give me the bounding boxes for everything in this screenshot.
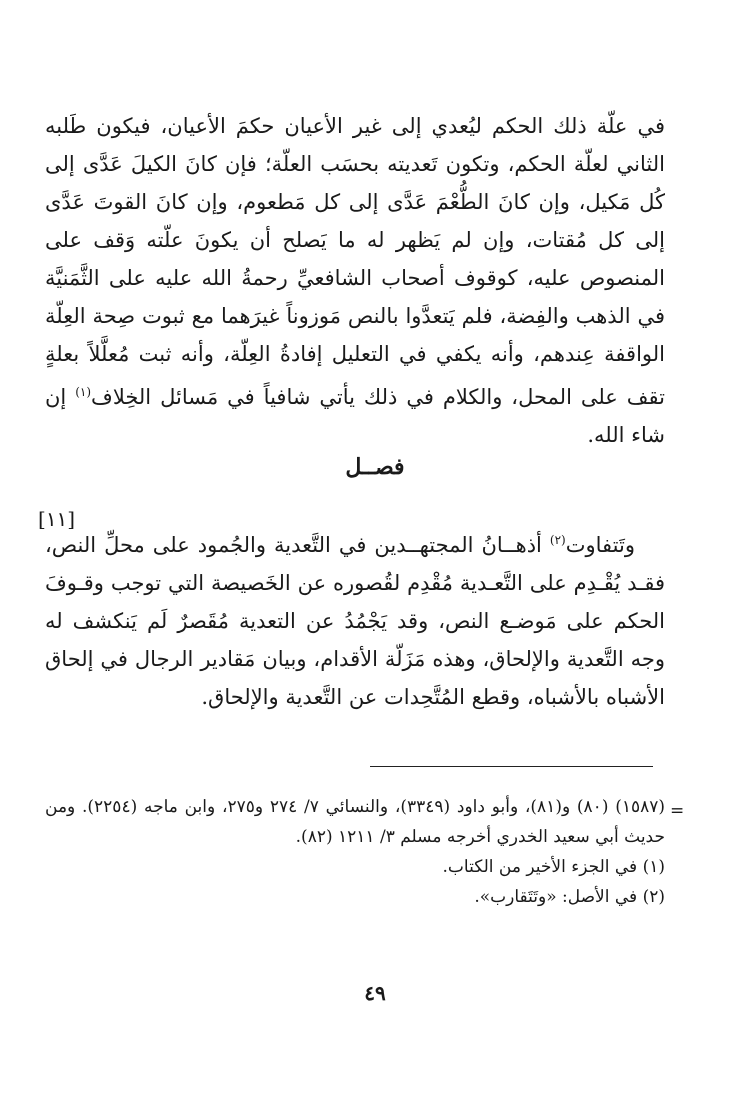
footnote-2: (٢) في الأصل: «وتَتَقارب». [474,887,665,907]
footnote-separator [370,766,653,767]
footnotes [45,792,665,912]
paragraph-1-text: في علّة ذلك الحكم ليُعدي إلى غير الأعيان حكمَ الأعيان، فيكون طَلبه الثاني لعلّة الحكم، وتكون تَعديته بحسَب العلّة؛ فإن كانَ الكيلَ عَدَّى إلى كُل مَكيل، وإن كانَ الطُّعْمَ عَدَّى إلى كل مَطعوم، وإن كانَ القوتَ عَدَّى إلى كل مُقتات، وإن لم يَظهر له ما يَصلح أن يكونَ علّته وَقف على المنصوص عليه، كوقوف أصحاب الشافعيِّ رحمةُ الله عليه على الثَّمَنيَّة في الذهب والفِضة، فلم يَتعدَّوا بالنص مَوزوناً غيرَهما مع ثبوت صِحة العِلّة الواقفة عِندهم، وأنه يكفي في التعليل إفادةُ العِلّة، وأنه ثبت مُعلَّلاً بعلةٍ تقف على المحل، والكلام في ذلك يأتي شافياً في مَسائل الخِلاف [45,114,665,409]
body-paragraph-1 [45,107,665,454]
footnote-ref-2: (٢) [549,533,566,547]
footnote-ref-1: (١) [75,385,92,399]
body-paragraph-2 [45,521,665,716]
paragraph-number: [١١] [38,507,76,531]
section-heading: فصــل [345,454,405,480]
page-number: ٤٩ [364,981,386,1005]
footnote-continuation: (١٥٨٧) (٨٠) و(٨١)، وأبو داود (٣٣٤٩)، والنسائي ٧/ ٢٧٤ و٢٧٥، وابن ماجه (٢٢٥٤). ومن حديث أبي سعيد الخدري أخرجه مسلم ٣/ ١٢١١ (٨٢). [45,797,665,847]
paragraph-2-text: أذهــانُ المجتهــدين في التَّعدية والجُمود على محلِّ النص، فقـد يُقْـدِم على التَّعـدية مُقْدِم لقُصوره عن الخَصيصة التي توجب وقـوفَ الحكم على مَوضـع النص، وقد يَجْمُدُ عن التعدية مُقَصرٌ لَم يَنكشف له وجه التَّعدية والإلحاق، وهذه مَزَلّة الأقدام، وبيان مَقادير الرجال في إلحاق الأشباه بالأشباه، وقطع المُتَّحِدات عن التَّعدية والإلحاق. [45,533,665,709]
footnote-continuation-mark: = [670,801,685,821]
paragraph-2-lead: وتَتفاوت [565,533,635,557]
footnote-1: (١) في الجزء الأخير من الكتاب. [442,857,665,877]
paragraph-1-tail: إن شاء الله. [45,385,665,447]
